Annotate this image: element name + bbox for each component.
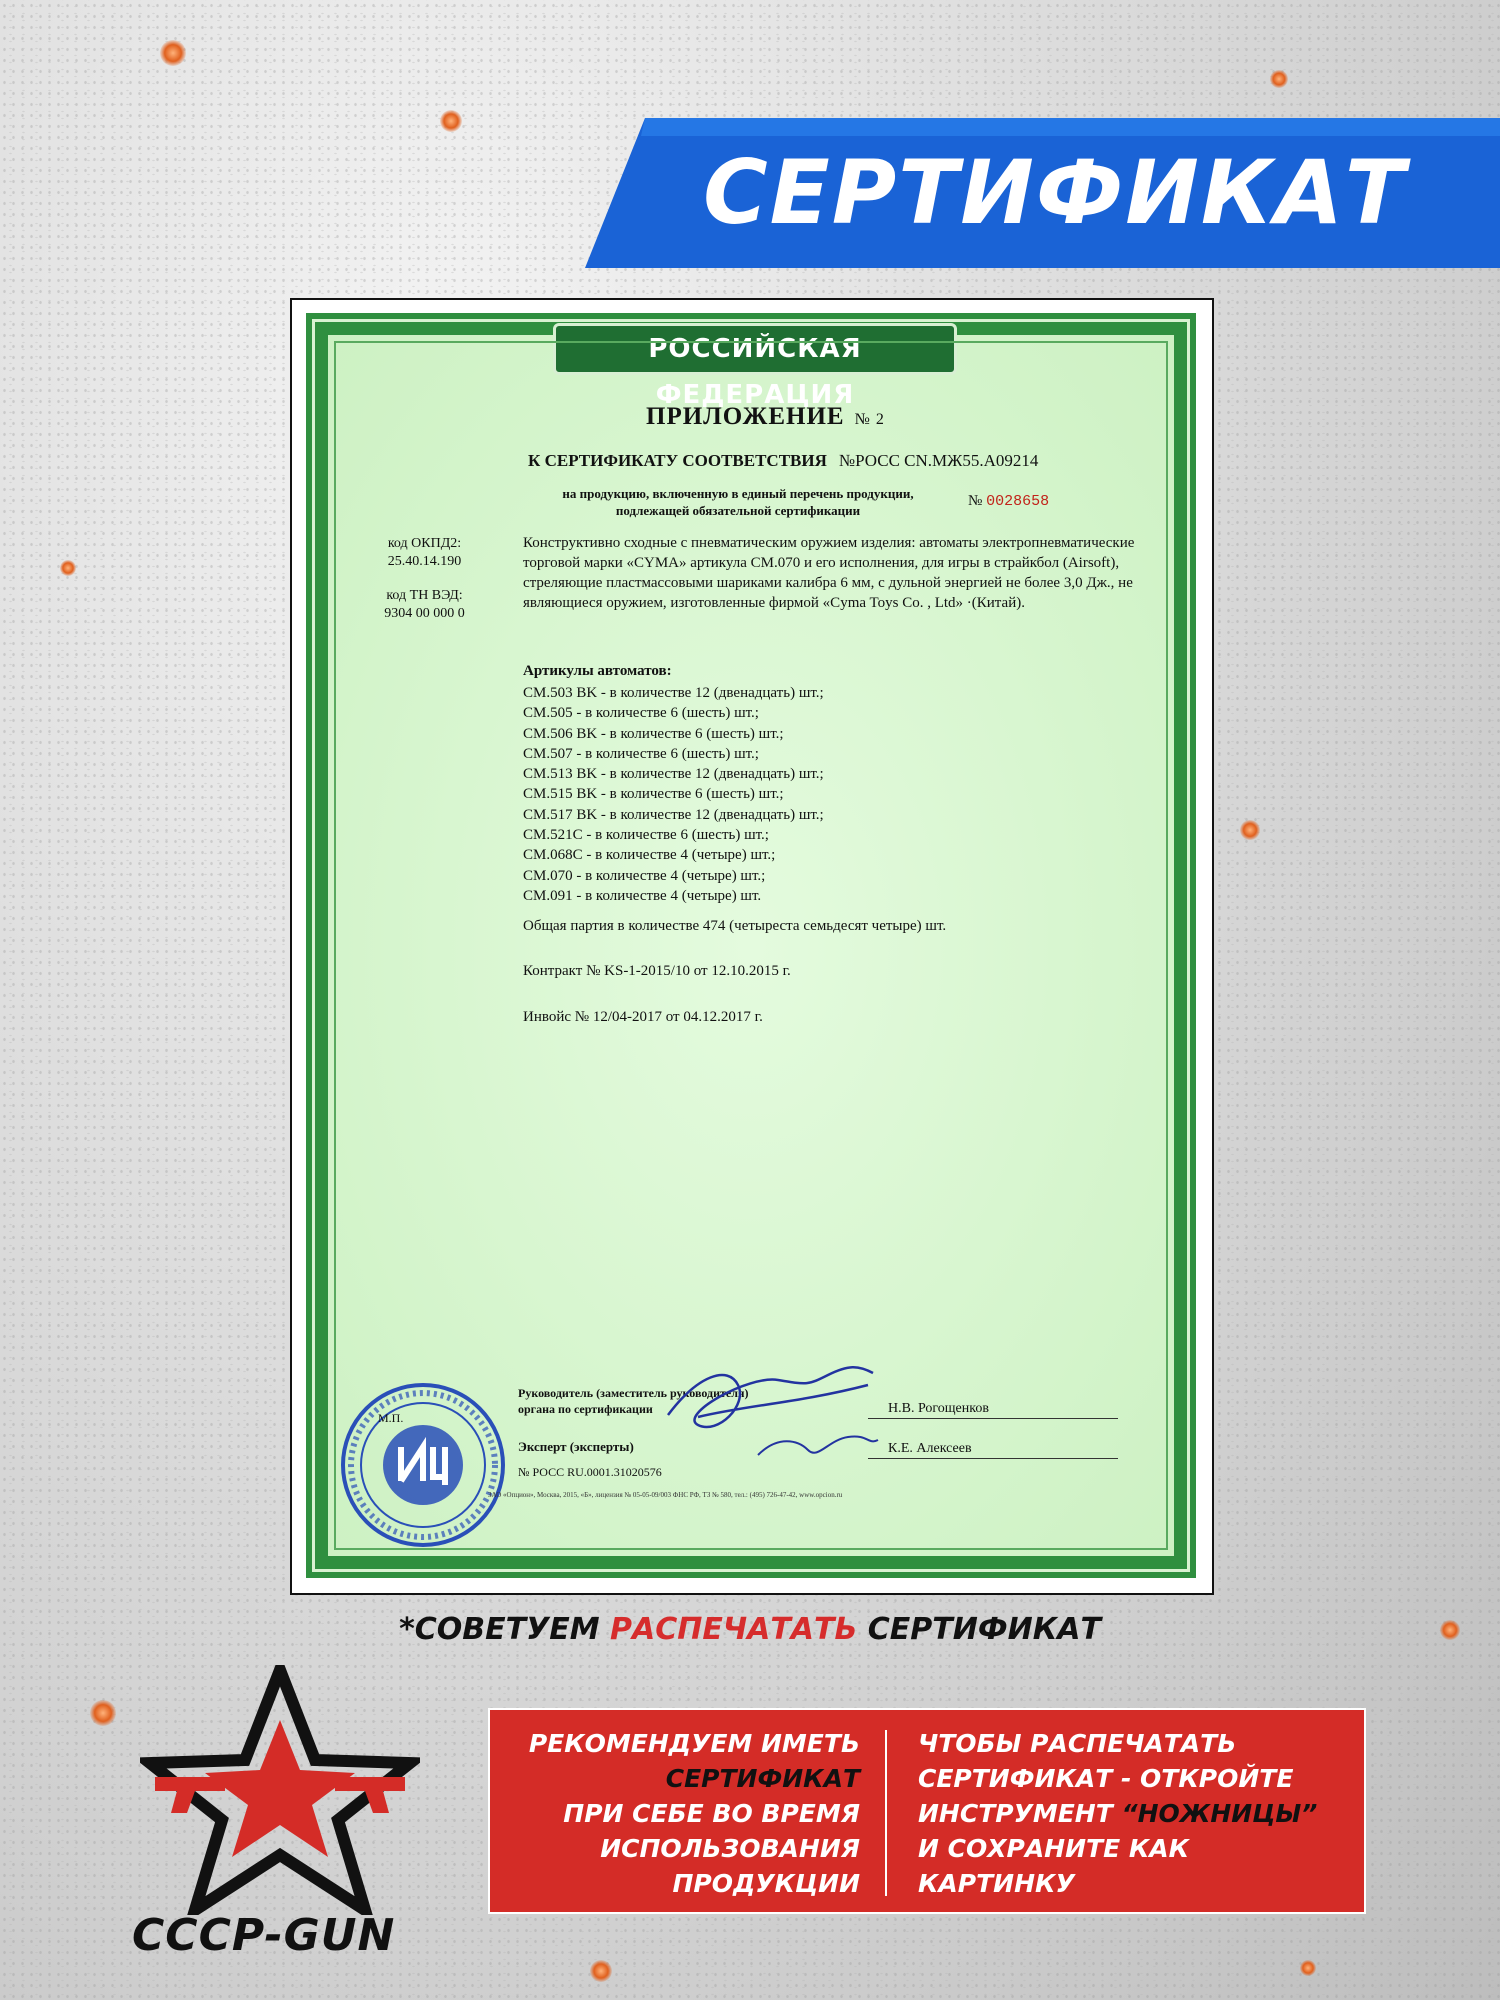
info-box: [488, 1708, 1366, 1914]
article-item: CM.513 BK - в количестве 12 (двенадцать) шт.;: [523, 766, 824, 783]
head-signature-label: Руководитель (заместитель руководителя) органа по сертификации: [518, 1386, 749, 1416]
certificate-serial: № 0028658: [968, 493, 1050, 510]
article-item: CM.507 - в количестве 6 (шесть) шт.;: [523, 745, 759, 762]
background-speck: [1240, 820, 1260, 840]
product-description: Конструктивно сходные с пневматическим оружием изделия: автоматы электропневматические торговой марки «CYMA» артикула CM.070 и его исполнения, для игры в страйкбол (Airsoft), стреляющие пластмассовыми шариками калибра 6 мм, с дульной энергией не более 3,0 Дж., не являющиеся оружием, изготовленные фирмой «Cyma Toys Co. , Ltd» ·(Китай).: [523, 535, 1135, 611]
background-speck: [1270, 70, 1288, 88]
official-seal-stamp: [333, 1375, 513, 1555]
print-advice: *СОВЕТУЕМ РАСПЕЧАТАТЬ СЕРТИФИКАТ: [399, 1612, 1101, 1647]
header-banner: [585, 118, 1500, 268]
background-speck: [160, 40, 186, 66]
logo-text: CCCP-GUN: [132, 1910, 396, 1961]
total-batch: Общая партия в количестве 474 (четыреста семьдесят четыре) шт.: [523, 918, 947, 934]
info-divider: [885, 1730, 887, 1896]
info-left-column: РЕКОМЕНДУЕМ ИМЕТЬ СЕРТИФИКАТ ПРИ СЕБЕ ВО ВРЕМЯ ИСПОЛЬЗОВАНИЯ ПРОДУКЦИИ: [528, 1729, 860, 1898]
article-item: CM.068C - в количестве 4 (четыре) шт.;: [523, 847, 776, 864]
handwritten-signature: [658, 1345, 888, 1475]
article-item: CM.515 BK - в количестве 6 (шесть) шт.;: [523, 786, 784, 803]
background-speck: [590, 1960, 612, 1982]
background-speck: [440, 110, 462, 132]
article-item: CM.521C - в количестве 6 (шесть) шт.;: [523, 827, 769, 844]
article-item: CM.503 BK - в количестве 12 (двенадцать) шт.;: [523, 685, 824, 701]
product-codes: код ОКПД2: 25.40.14.190 код ТН ВЭД: 9304 00 000 0: [384, 536, 465, 621]
heading-number: № 2: [854, 411, 885, 428]
banner-title: СЕРТИФИКАТ: [703, 141, 1407, 244]
certificate-heading: ПРИЛОЖЕНИЕ № 2: [646, 403, 885, 430]
certificate-image: [290, 298, 1214, 1595]
stamp-mark: М.П.: [378, 1411, 404, 1425]
article-item: CM.070 - в количестве 4 (четыре) шт.;: [523, 867, 766, 884]
certificate-reference: К СЕРТИФИКАТУ СООТВЕТСТВИЯ №РОСС CN.МЖ55.А09214: [528, 451, 1039, 470]
invoice-info: Инвойс № 12/04-2017 от 04.12.2017 г.: [523, 1009, 763, 1025]
article-item: CM.517 BK - в количестве 12 (двенадцать) шт.;: [523, 806, 824, 823]
expert-label: Эксперт (эксперты): [518, 1439, 634, 1454]
certificate-subtitle: на продукцию, включенную в единый перечень продукции, подлежащей обязательной сертификации: [562, 486, 914, 518]
article-item: CM.091 - в количестве 4 (четыре) шт.: [523, 887, 762, 904]
background-speck: [60, 560, 76, 576]
registration-number: № РОСС RU.0001.31020576: [518, 1465, 662, 1479]
certificate-country-plate: РОССИЙСКАЯ ФЕДЕРАЦИЯ: [553, 323, 957, 375]
certificate-ref-number: №РОСС CN.МЖ55.А09214: [838, 451, 1039, 470]
print-advice-highlight: РАСПЕЧАТАТЬ: [610, 1612, 858, 1647]
info-right-column: ЧТОБЫ РАСПЕЧАТАТЬ СЕРТИФИКАТ - ОТКРОЙТЕ ИНСТРУМЕНТ “НОЖНИЦЫ” И СОХРАНИТЕ КАК КАРТИНКУ: [918, 1729, 1318, 1898]
articles-list: [523, 683, 824, 906]
contract-info: Контракт № KS-1-2015/10 от 12.10.2015 г.: [523, 963, 791, 979]
background-speck: [1300, 1960, 1316, 1976]
cccp-gun-logo: [140, 1665, 420, 1915]
signature-line: [868, 1418, 1118, 1419]
background-speck: [90, 1700, 116, 1726]
articles-heading: Артикулы автоматов:: [523, 663, 672, 679]
head-name: Н.В. Рогощенков: [888, 1401, 989, 1416]
certificate-document: [306, 313, 1196, 1578]
signature-line: [868, 1458, 1118, 1459]
article-item: CM.505 - в количестве 6 (шесть) шт.;: [523, 705, 759, 722]
expert-name: К.Е. Алексеев: [888, 1441, 972, 1456]
article-item: CM.506 BK - в количестве 6 (шесть) шт.;: [523, 725, 784, 742]
printer-note: ЗАО «Опцион», Москва, 2015, «Б», лицензия № 05-05-09/003 ФНС РФ, ТЗ № 580, тел.: (495) 726-47-42, www.opcion.ru: [488, 1491, 843, 1499]
